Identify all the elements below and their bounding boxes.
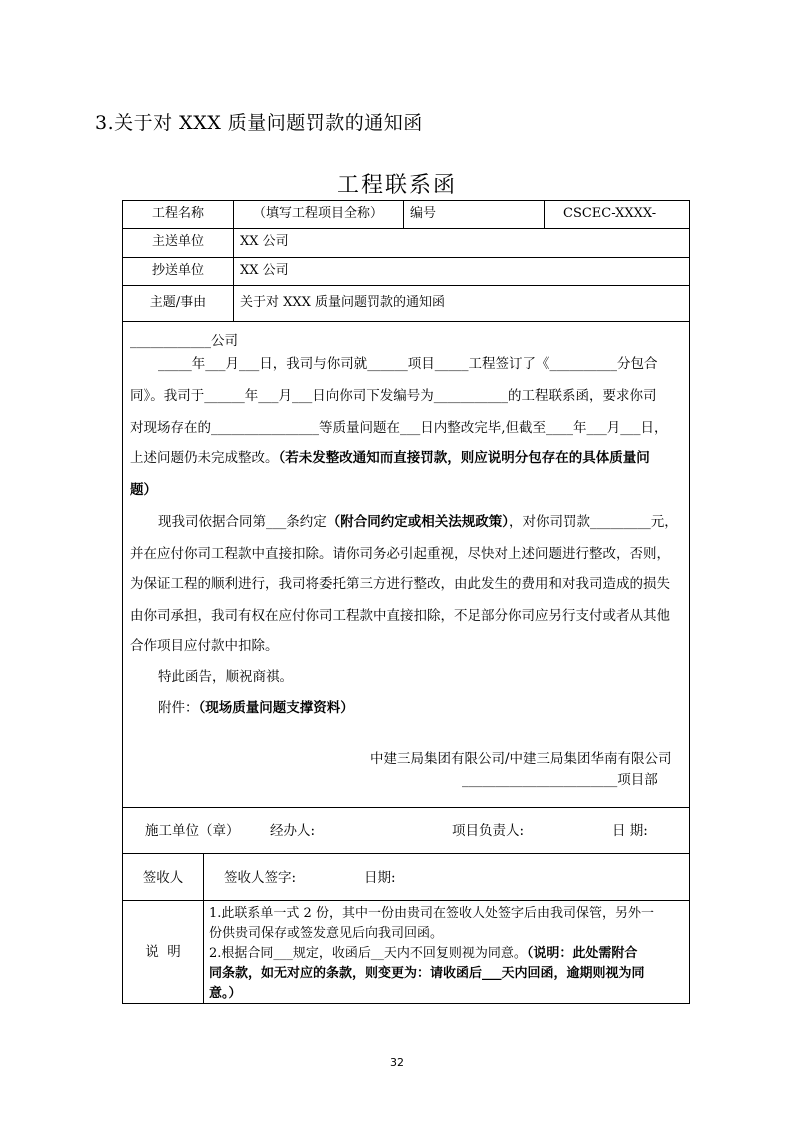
paragraph2-line — [158, 510, 678, 530]
paragraph2-note: （附合同约定或相关法规政策） — [326, 514, 509, 530]
receiver-date-label: 日期: — [364, 870, 396, 886]
page-number: 32 — [390, 1056, 404, 1069]
paragraph1-line: 同》。我司于______年___月___日向你司下发编号为___________的工程联系函，要求你司 — [130, 388, 657, 404]
closing-text: 特此函告，顺祝商祺。 — [158, 669, 293, 685]
contact-form-table — [122, 200, 690, 1004]
project-name-value: （填写工程项目全称） — [252, 206, 383, 221]
to-value: XX 公司 — [240, 234, 289, 249]
notes-line — [209, 944, 637, 964]
notes-line: 份供贵司保存或签发意见后向我司回函。 — [209, 926, 444, 941]
company-name: 中建三局集团有限公司/中建三局集团华南有限公司 — [370, 751, 672, 767]
notes-label: 说 明 — [145, 944, 181, 960]
paragraph2-text: 现我司依据合同第___条约定 — [158, 514, 327, 530]
cc-label: 抄送单位 — [151, 263, 204, 278]
paragraph1-line: 对现场存在的________________等质量问题在___日内整改完毕,但截至____年___月___日， — [130, 420, 668, 436]
to-label: 主送单位 — [151, 234, 204, 249]
number-label: 编号 — [410, 206, 437, 221]
attachment-label: 附件： — [158, 700, 199, 716]
project-dept-blank: _______________________项目部 — [462, 772, 658, 788]
paragraph1-line: _____年___月___日，我司与你司就______项目_____工程签订了《__________分包合 — [158, 356, 658, 372]
attachment-value: （现场质量问题支撑资料） — [198, 700, 354, 716]
project-manager-label: 项目负责人: — [452, 823, 525, 839]
paragraph1-note: 题） — [130, 482, 157, 498]
paragraph2-text: ，对你司罚款_________元， — [509, 514, 678, 530]
signoff-date-label: 日 期: — [612, 823, 648, 839]
cc-value: XX 公司 — [240, 263, 289, 278]
subject-value: 关于对 XXX 质量问题罚款的通知函 — [240, 295, 446, 310]
paragraph1-text: 上述问题仍未完成整改。 — [130, 450, 279, 466]
notes-text: 2.根据合同___规定，收函后__天内不回复则视为同意。 — [209, 946, 527, 961]
section-heading: 3.关于对 XXX 质量问题罚款的通知函 — [95, 112, 423, 134]
notes-remark: 意。） — [209, 986, 242, 1001]
paragraph2-line: 合作项目应付款中扣除。 — [130, 638, 279, 654]
salutation: ____________公司 — [130, 333, 238, 349]
paragraph1-line — [130, 446, 650, 466]
form-title: 工程联系函 — [336, 173, 457, 198]
subject-label: 主题/事由 — [149, 295, 207, 310]
handler-label: 经办人: — [270, 823, 316, 839]
notes-remark: （说明：此处需附合 — [526, 946, 638, 961]
notes-line: 1.此联系单一式 2 份，其中一份由贵司在签收人处签字后由我司保管，另外一 — [209, 906, 654, 921]
number-value: CSCEC-XXXX- — [563, 206, 657, 221]
construction-unit-seal: 施工单位（章） — [145, 823, 240, 839]
paragraph2-line: 为保证工程的顺利进行，我司将委托第三方进行整改，由此发生的费用和对我司造成的损失 — [130, 576, 670, 592]
paragraph2-line: 并在应付你司工程款中直接扣除。请你司务必引起重视，尽快对上述问题进行整改，否则， — [130, 546, 670, 562]
paragraph1-note: （若未发整改通知而直接罚款，则应说明分包存在的具体质量问 — [278, 450, 650, 466]
attachment — [158, 696, 354, 716]
notes-remark: 同条款，如无对应的条款，则变更为：请收函后___天内回函，逾期则视为同 — [209, 966, 645, 981]
receiver-signature-label: 签收人签字: — [224, 870, 297, 886]
paragraph2-line: 由你司承担，我司有权在应付你司工程款中直接扣除，不足部分你司应另行支付或者从其他 — [130, 608, 670, 624]
project-name-label: 工程名称 — [151, 206, 204, 221]
receiver-label: 签收人 — [142, 870, 184, 886]
